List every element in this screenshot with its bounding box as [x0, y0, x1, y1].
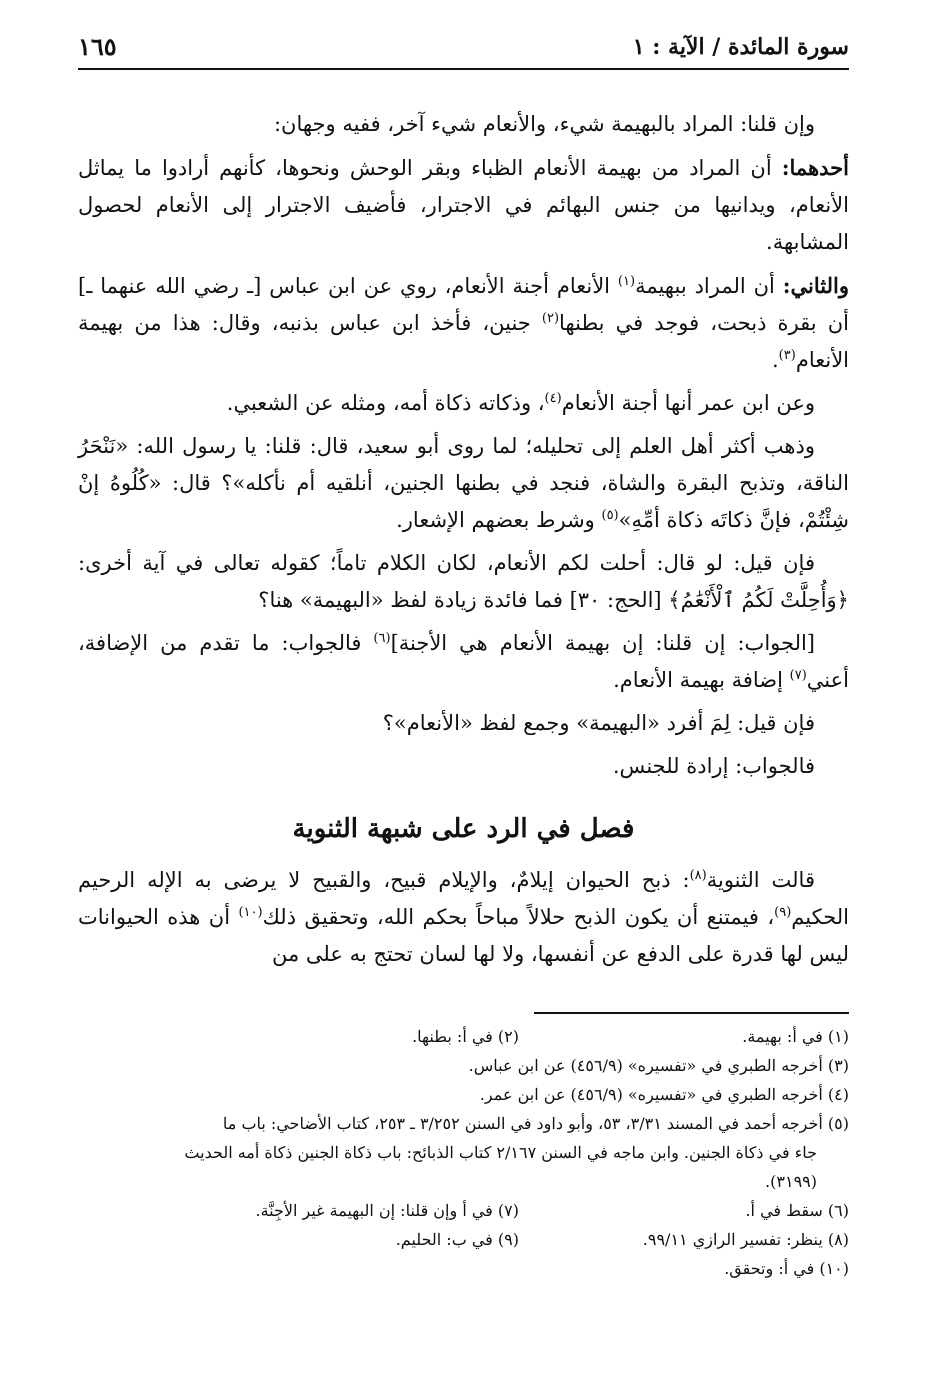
- main-text: [78, 106, 849, 979]
- footnote-row: [78, 1225, 849, 1254]
- footnote: (٣) أخرجه الطبري في «تفسيره» (٤٥٦/٩) عن ابن عباس.: [468, 1056, 849, 1075]
- footnote-ref: (٦): [373, 631, 391, 646]
- footnote-ref: (٨): [689, 868, 707, 883]
- footnote: (٩) في ب: الحليم.: [395, 1230, 519, 1249]
- footnote-continuation: (٣١٩٩).: [765, 1172, 817, 1191]
- paragraph: فإن قيل: لو قال: أحلت لكم الأنعام، لكان الكلام تاماً؛ كقوله تعالى في آية أخرى: ﴿وَأُحِلَّتْ لَكُمُ ٱلْأَنْعَٰمُ﴾ [الحج: ٣٠] فما فائدة زيادة لفظ «البهيمة» هنا؟: [78, 551, 849, 612]
- footnote-separator: [534, 1012, 849, 1014]
- footnote: (٢) في أ: بطنها.: [412, 1027, 519, 1046]
- footnote: (١) في أ: بهيمة.: [742, 1027, 849, 1046]
- footnote-continuation: جاء في ذكاة الجنين. وابن ماجه في السنن ٢/١٦٧ كتاب الذبائح: باب ذكاة الجنين ذكاة أمه الحديث: [184, 1143, 817, 1162]
- footnote-ref: (٣): [778, 348, 796, 363]
- footnote-ref: (١): [617, 274, 636, 289]
- paragraph: فالجواب: إرادة للجنس.: [612, 754, 815, 778]
- footnote-row: [78, 1022, 849, 1051]
- paragraph-lead: والثاني:: [782, 273, 849, 298]
- footnote-ref: (٢): [541, 311, 560, 326]
- section-heading: فصل في الرد على شبهة الثنوية: [292, 814, 635, 844]
- footnote-ref: (١٠): [238, 905, 263, 920]
- page-number: ١٦٥: [78, 32, 117, 61]
- footnote-ref: (٧): [789, 668, 807, 683]
- paragraph-lead: أحدهما:: [781, 155, 849, 180]
- footnote-row: [78, 1196, 849, 1225]
- footnote-ref: (٤): [544, 391, 562, 406]
- footnote-ref: (٥): [601, 508, 619, 523]
- paragraph: فإن قيل: لِمَ أفرد «البهيمة» وجمع لفظ «الأنعام»؟: [382, 711, 815, 735]
- paragraph: أحدهما: أن المراد من بهيمة الأنعام الظباء وبقر الوحش ونحوها، كأنهم أرادوا ما يماثل الأنعام، ويدانيها من جنس البهائم في الاجترار، فأضيف الاجترار إلى الأنعام لحصول المشابهة.: [78, 155, 849, 254]
- paragraph: وعن ابن عمر أنها أجنة الأنعام$^{(٤)}$، وذكاته ذكاة أمه، ومثله عن الشعبي.: [226, 391, 815, 415]
- paragraph: والثاني: أن المراد ببهيمة$^{(١)}$ الأنعام أجنة الأنعام، روي عن ابن عباس [ـ رضي الله عنهما ـ] أن بقرة ذبحت، فوجد في بطنها$^{(٢)}$ جنين، فأخذ ابن عباس بذنبه، وقال: هذا من بهيمة الأنعام$^{(٣)}$.: [78, 273, 849, 372]
- footnote: (٧) في أ وإن قلنا: إن البهيمة غير الأجِنَّة.: [255, 1201, 519, 1220]
- footnotes: [78, 1022, 849, 1283]
- footnote: (٤) أخرجه الطبري في «تفسيره» (٤٥٦/٩) عن ابن عمر.: [479, 1085, 849, 1104]
- paragraph: وذهب أكثر أهل العلم إلى تحليله؛ لما روى أبو سعيد، قال: قلنا: يا رسول الله: «نَنْحَرُ الناقة، وتذبح البقرة والشاة، فنجد في بطنها الجنين، أنلقيه أم نأكله»؟ قال: «كُلُوهُ إنْ شِئْتُمْ، فإنَّ ذكاتَه ذكاة أمِّهِ»$^{(٥)}$ وشرط بعضهم الإشعار.: [78, 434, 849, 532]
- running-title: سورة المائدة / الآية : ١: [632, 34, 849, 60]
- paragraph: [الجواب: إن قلنا: إن بهيمة الأنعام هي الأجنة]$^{(٦)}$ فالجواب: ما تقدم من الإضافة، أعني$^{(٧)}$ إضافة بهيمة الأنعام.: [78, 631, 849, 692]
- paragraph: قالت الثنوية$^{(٨)}$: ذبح الحيوان إيلامٌ، والإيلام قبيح، والقبيح لا يرضى به الإله الرحيم الحكيم$^{(٩)}$، فيمتنع أن يكون الذبح حلالاً مباحاً بحكم الله، وتحقيق ذلك$^{(١٠)}$ أن هذه الحيوانات ليس لها قدرة على الدفع عن أنفسها، ولا لها لسان تحتج به على من: [78, 868, 849, 966]
- footnote: (٦) سقط في أ.: [745, 1201, 849, 1220]
- footnote: (٥) أخرجه أحمد في المسند ٣/٣١، ٥٣، وأبو داود في السنن ٣/٢٥٢ ـ ٢٥٣، كتاب الأضاحي: باب ما: [222, 1114, 849, 1133]
- footnote: (١٠) في أ: وتحقق.: [724, 1259, 849, 1278]
- page-header: [78, 28, 849, 70]
- footnote-ref: (٩): [774, 905, 792, 920]
- footnote: (٨) ينظر: تفسير الرازي ٩٩/١١.: [642, 1230, 849, 1249]
- paragraph: وإن قلنا: المراد بالبهيمة شيء، والأنعام شيء آخر، ففيه وجهان:: [273, 112, 815, 136]
